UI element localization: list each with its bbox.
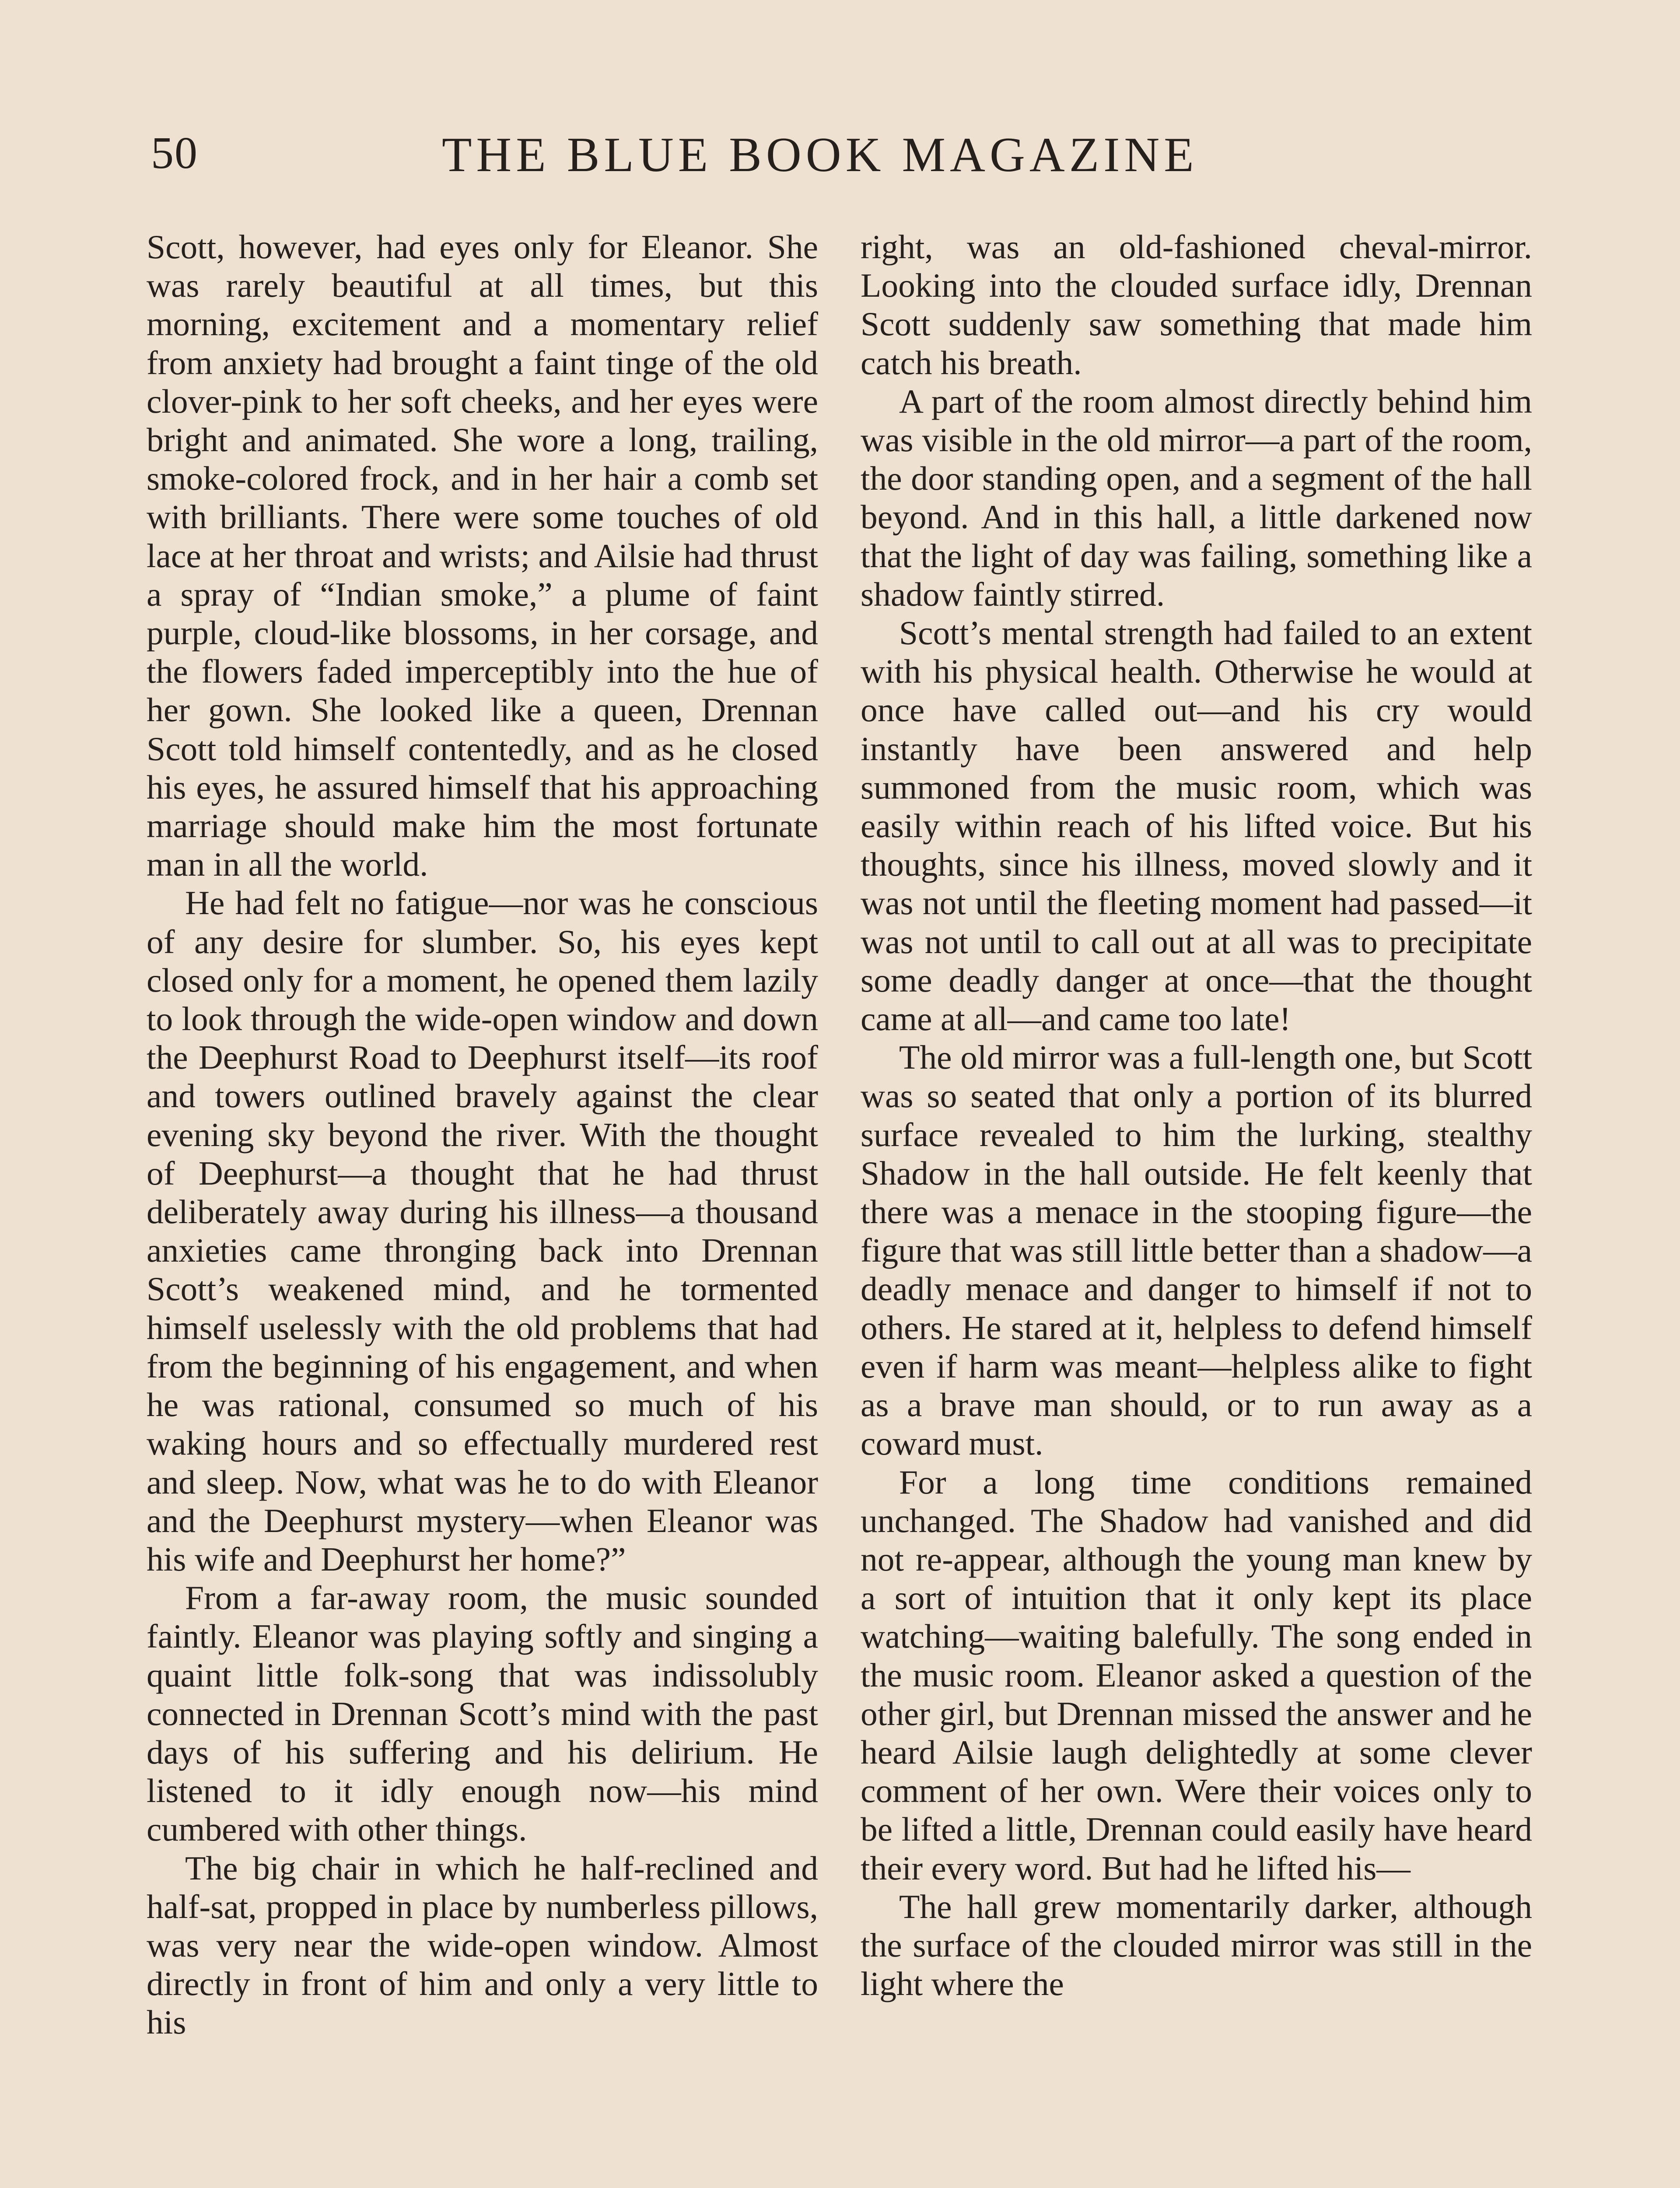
paragraph: A part of the room almost directly behind him was visible in the old mirror—a part of the room, the door standing open, and a segment of the hall beyond. And in this hall, a little darkened now that the light of day was failing, something like a shadow faintly stirred. <box>861 382 1532 613</box>
paragraph: Scott, however, had eyes only for Eleanor. She was rarely beautiful at all times, but this morning, excitement and a momentary relief from anxiety had brought a faint tinge of the old clover-pink to her soft cheeks, and her eyes were bright and animated. She wore a long, trailing, smoke-colored frock, and in her hair a comb set with brilliants. There were some touches of old lace at her throat and wrists; and Ailsie had thrust a spray of “Indian smoke,” a plume of faint purple, cloud-like blossoms, in her corsage, and the flowers faded imperceptibly into the hue of her gown. She looked like a queen, Drennan Scott told himself contentedly, and as he closed his eyes, he assured himself that his approaching marriage should make him the most fortunate man in all the world. <box>147 228 818 884</box>
paragraph: He had felt no fatigue—nor was he conscious of any desire for slumber. So, his eyes kept closed only for a moment, he opened them lazily to look through the wide-open window and down the Deephurst Road to Deephurst itself—its roof and towers outlined bravely against the clear evening sky beyond the river. With the thought of Deephurst—a thought that he had thrust deliberately away during his illness—a thousand anxieties came thronging back into Drennan Scott’s weakened mind, and he tormented himself uselessly with the old problems that had from the beginning of his engagement, and when he was rational, consumed so much of his waking hours and so effectually murdered rest and sleep. Now, what was he to do with Eleanor and the Deephurst mystery—when Eleanor was his wife and Deephurst her home?” <box>147 884 818 1578</box>
paragraph: right, was an old-fashioned cheval-mirror. Looking into the clouded surface idly, Drennan Scott suddenly saw something that made him catch his breath. <box>861 228 1532 382</box>
paragraph: The hall grew momentarily darker, although the surface of the clouded mirror was still in the light where the <box>861 1887 1532 2003</box>
paragraph: The old mirror was a full-length one, but Scott was so seated that only a portion of its blurred surface revealed to him the lurking, stealthy Shadow in the hall outside. He felt keenly that there was a menace in the stooping figure—the figure that was still little better than a shadow—a deadly menace and danger to himself if not to others. He stared at it, helpless to defend himself even if harm was meant—helpless alike to fight as a brave man should, or to run away as a coward must. <box>861 1038 1532 1462</box>
paragraph: From a far-away room, the music sounded faintly. Eleanor was playing softly and singing a quaint little folk-song that was indissolubly connected in Drennan Scott’s mind with the past days of his suffering and his delirium. He listened to it idly enough now—his mind cumbered with other things. <box>147 1579 818 1848</box>
page-number: 50 <box>151 128 198 178</box>
left-column <box>147 228 818 2042</box>
paragraph: For a long time conditions remained unchanged. The Shadow had vanished and did not re-appear, although the young man knew by a sort of intuition that it only kept its place watching—waiting balefully. The song ended in the music room. Eleanor asked a question of the other girl, but Drennan missed the answer and he heard Ailsie laugh delightedly at some clever comment of her own. Were their voices only to be lifted a little, Drennan could easily have heard their every word. But had he lifted his— <box>861 1463 1532 1887</box>
page-header <box>0 127 1680 193</box>
paragraph: The big chair in which he half-reclined and half-sat, propped in place by numberless pillows, was very near the wide-open window. Almost directly in front of him and only a very little to his <box>147 1849 818 2041</box>
magazine-title: THE BLUE BOOK MAGAZINE <box>442 128 1198 182</box>
right-column <box>861 228 1532 2003</box>
paragraph: Scott’s mental strength had failed to an extent with his physical health. Otherwise he would at once have called out—and his cry would instantly have been answered and help summoned from the music room, which was easily within reach of his lifted voice. But his thoughts, since his illness, moved slowly and it was not until the fleeting moment had passed—it was not until to call out at all was to precipitate some deadly danger at once—that the thought came at all—and came too late! <box>861 614 1532 1038</box>
